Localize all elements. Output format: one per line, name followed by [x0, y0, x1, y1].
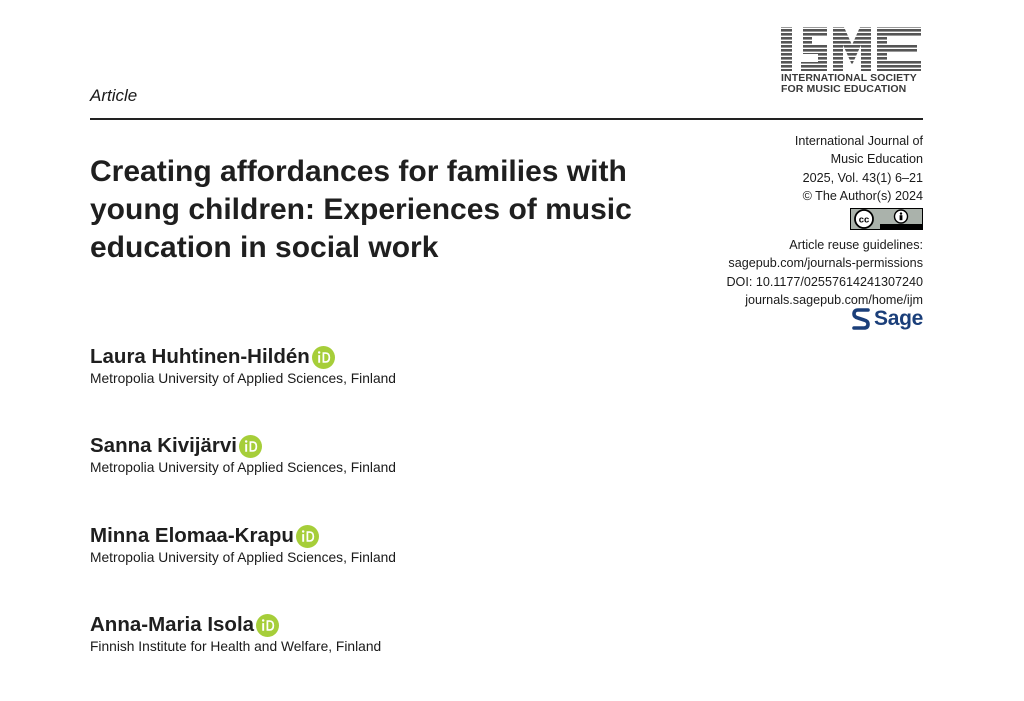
reuse-guidelines-label: Article reuse guidelines: [789, 238, 923, 253]
author-block [90, 344, 396, 388]
volume-info: 2025, Vol. 43(1) 6–21 [802, 170, 923, 185]
author-affiliation: Finnish Institute for Health and Welfare, Finland [90, 639, 382, 654]
journal-homepage-link[interactable]: journals.sagepub.com/home/ijm [745, 293, 923, 308]
orcid-icon[interactable] [312, 346, 335, 369]
permissions-link[interactable]: sagepub.com/journals-permissions [728, 256, 923, 271]
author-name: Laura Huhtinen-Hildén [90, 345, 310, 368]
author-block [90, 523, 396, 567]
author-name: Anna-Maria Isola [90, 613, 255, 636]
isme-logo-line2: FOR MUSIC EDUCATION [781, 83, 907, 95]
journal-name-line1: International Journal of [794, 134, 923, 148]
orcid-icon[interactable] [296, 525, 319, 548]
sage-logo [852, 307, 923, 331]
journal-metadata [663, 132, 923, 310]
author-affiliation: Metropolia University of Applied Sciences, Finland [90, 550, 396, 565]
author-block [90, 433, 396, 477]
isme-logo-line1: INTERNATIONAL SOCIETY [781, 72, 917, 84]
isme-logo-mark [781, 25, 923, 73]
svg-text:cc: cc [858, 214, 870, 226]
cc-by-icon[interactable] [850, 208, 923, 230]
orcid-icon[interactable] [256, 614, 279, 637]
copyright: © The Author(s) 2024 [802, 189, 923, 204]
header-divider [90, 118, 923, 120]
doi[interactable]: DOI: 10.1177/02557614241307240 [726, 274, 923, 289]
sage-wordmark: Sage [874, 307, 923, 330]
article-type-label: Article [90, 86, 138, 105]
journal-name-line2: Music Education [830, 152, 923, 167]
orcid-icon[interactable] [239, 435, 262, 458]
author-affiliation: Metropolia University of Applied Sciences, Finland [90, 460, 396, 475]
isme-logo [781, 25, 923, 95]
sage-s-icon [852, 307, 870, 331]
author-affiliation: Metropolia University of Applied Sciences, Finland [90, 371, 396, 386]
author-block [90, 612, 381, 656]
author-name: Sanna Kivijärvi [90, 434, 237, 457]
article-title: Creating affordances for families with young children: Experiences of music education in social work [90, 155, 632, 264]
author-name: Minna Elomaa-Krapu [90, 524, 294, 547]
